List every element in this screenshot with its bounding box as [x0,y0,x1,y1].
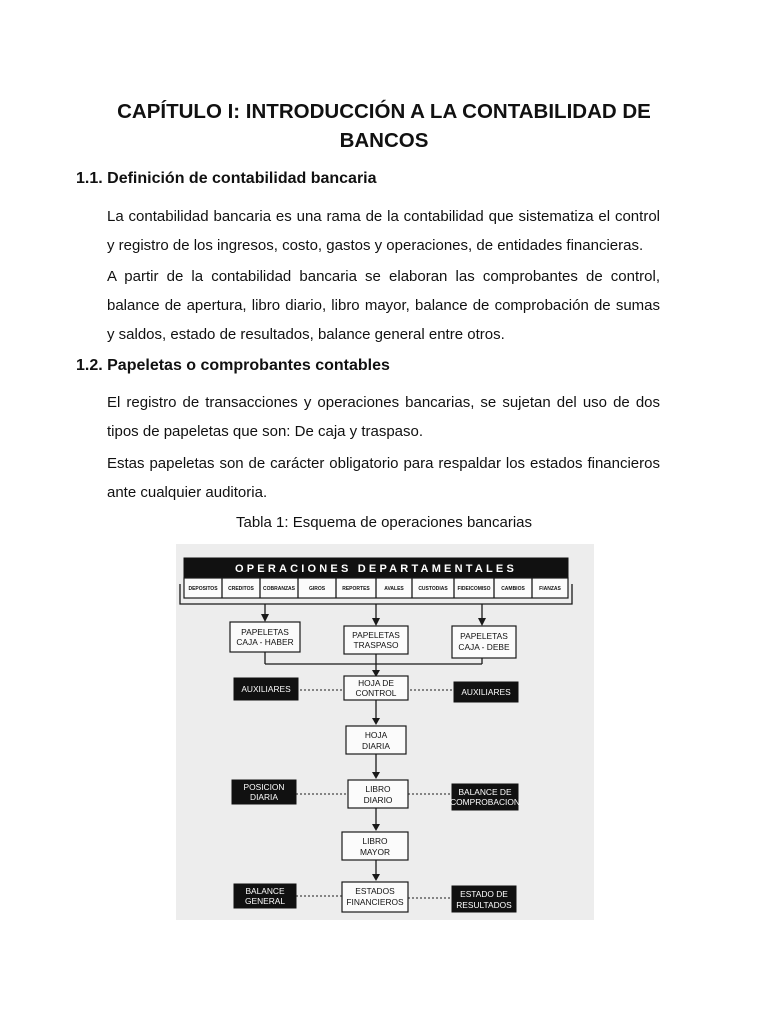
hoja-control-label-1: HOJA DE [358,678,394,688]
category-label: REPORTES [342,586,370,592]
estados-financieros-label-1: ESTADOS [355,886,395,896]
category-label: GIROS [308,586,326,592]
section-2-paragraph-2: Estas papeletas son de carácter obligatorio para respaldar los estados financieros ante cualquier auditoria. [107,455,660,501]
header-label: OPERACIONES DEPARTAMENTALES [235,563,517,575]
papeleta-caja-haber-label-2: CAJA - HABER [236,637,294,647]
section-1-paragraph-2: A partir de la contabilidad bancaria se elaboran las comprobantes de control, balance de apertura, libro diario, libro mayor, balance de comprobación de sumas y saldos, estado de resultados, balance general entre otros. [107,268,660,343]
balance-general-label-1: BALANCE [245,886,285,896]
chapter-title-line-1: CAPÍTULO I: INTRODUCCIÓN A LA CONTABILIDAD DE [117,100,651,123]
chapter-title-line-2: BANCOS [339,129,429,152]
balance-general-label-2: GENERAL [244,896,286,906]
libro-mayor-label-1: LIBRO [362,836,388,846]
papeleta-caja-debe-label-1: PAPELETAS [460,631,508,641]
category-label: CREDITOS [228,586,254,592]
hoja-control-label-2: CONTROL [355,688,397,698]
balance-comprobacion-label-1: BALANCE DE [458,787,512,797]
libro-diario-label-2: DIARIO [363,795,393,805]
auxiliares-left-label: AUXILIARES [241,684,291,694]
flow-diagram-svg [176,544,594,920]
estado-resultados-label-1: ESTADO DE [460,889,508,899]
chapter-title [90,97,678,155]
category-label: COBRANZAS [263,586,295,592]
category-label: AVALES [384,586,404,592]
posicion-diaria-label-2: DIARIA [250,792,278,802]
posicion-diaria-label-1: POSICION [243,782,285,792]
papeleta-traspaso-label-2: TRASPASO [353,640,399,650]
section-2-paragraph-1: El registro de transacciones y operaciones bancarias, se sujetan del uso de dos tipos de papeletas que son: De caja y traspaso. [107,394,660,440]
operations-flow-diagram [176,544,594,920]
category-label: CUSTODIAS [418,586,448,592]
table-caption: Tabla 1: Esquema de operaciones bancarias [235,514,533,531]
category-label: FIDEICOMISO [457,586,491,592]
libro-mayor-label-2: MAYOR [359,847,391,857]
estado-resultados-label-2: RESULTADOS [456,900,512,910]
balance-comprobacion-label-2: COMPROBACION [450,797,520,807]
hoja-diaria-label-1: HOJA [364,730,388,740]
category-label: CAMBIOS [501,586,525,592]
category-label: DEPOSITOS [188,586,218,592]
papeleta-traspaso-label-1: PAPELETAS [352,630,400,640]
section-1-heading: 1.1. Definición de contabilidad bancaria [76,170,377,187]
auxiliares-right-label: AUXILIARES [461,687,511,697]
section-2-heading: 1.2. Papeletas o comprobantes contables [76,357,390,374]
papeleta-caja-haber-label-1: PAPELETAS [241,627,289,637]
category-label: FIANZAS [539,586,561,592]
section-1-paragraph-1: La contabilidad bancaria es una rama de la contabilidad que sistematiza el control y registro de los ingresos, costo, gastos y operaciones, de entidades financieras. [107,208,660,254]
libro-diario-label-1: LIBRO [365,784,391,794]
papeleta-caja-debe-label-2: CAJA - DEBE [458,642,510,652]
estados-financieros-label-2: FINANCIEROS [346,897,404,907]
hoja-diaria-label-2: DIARIA [362,741,390,751]
